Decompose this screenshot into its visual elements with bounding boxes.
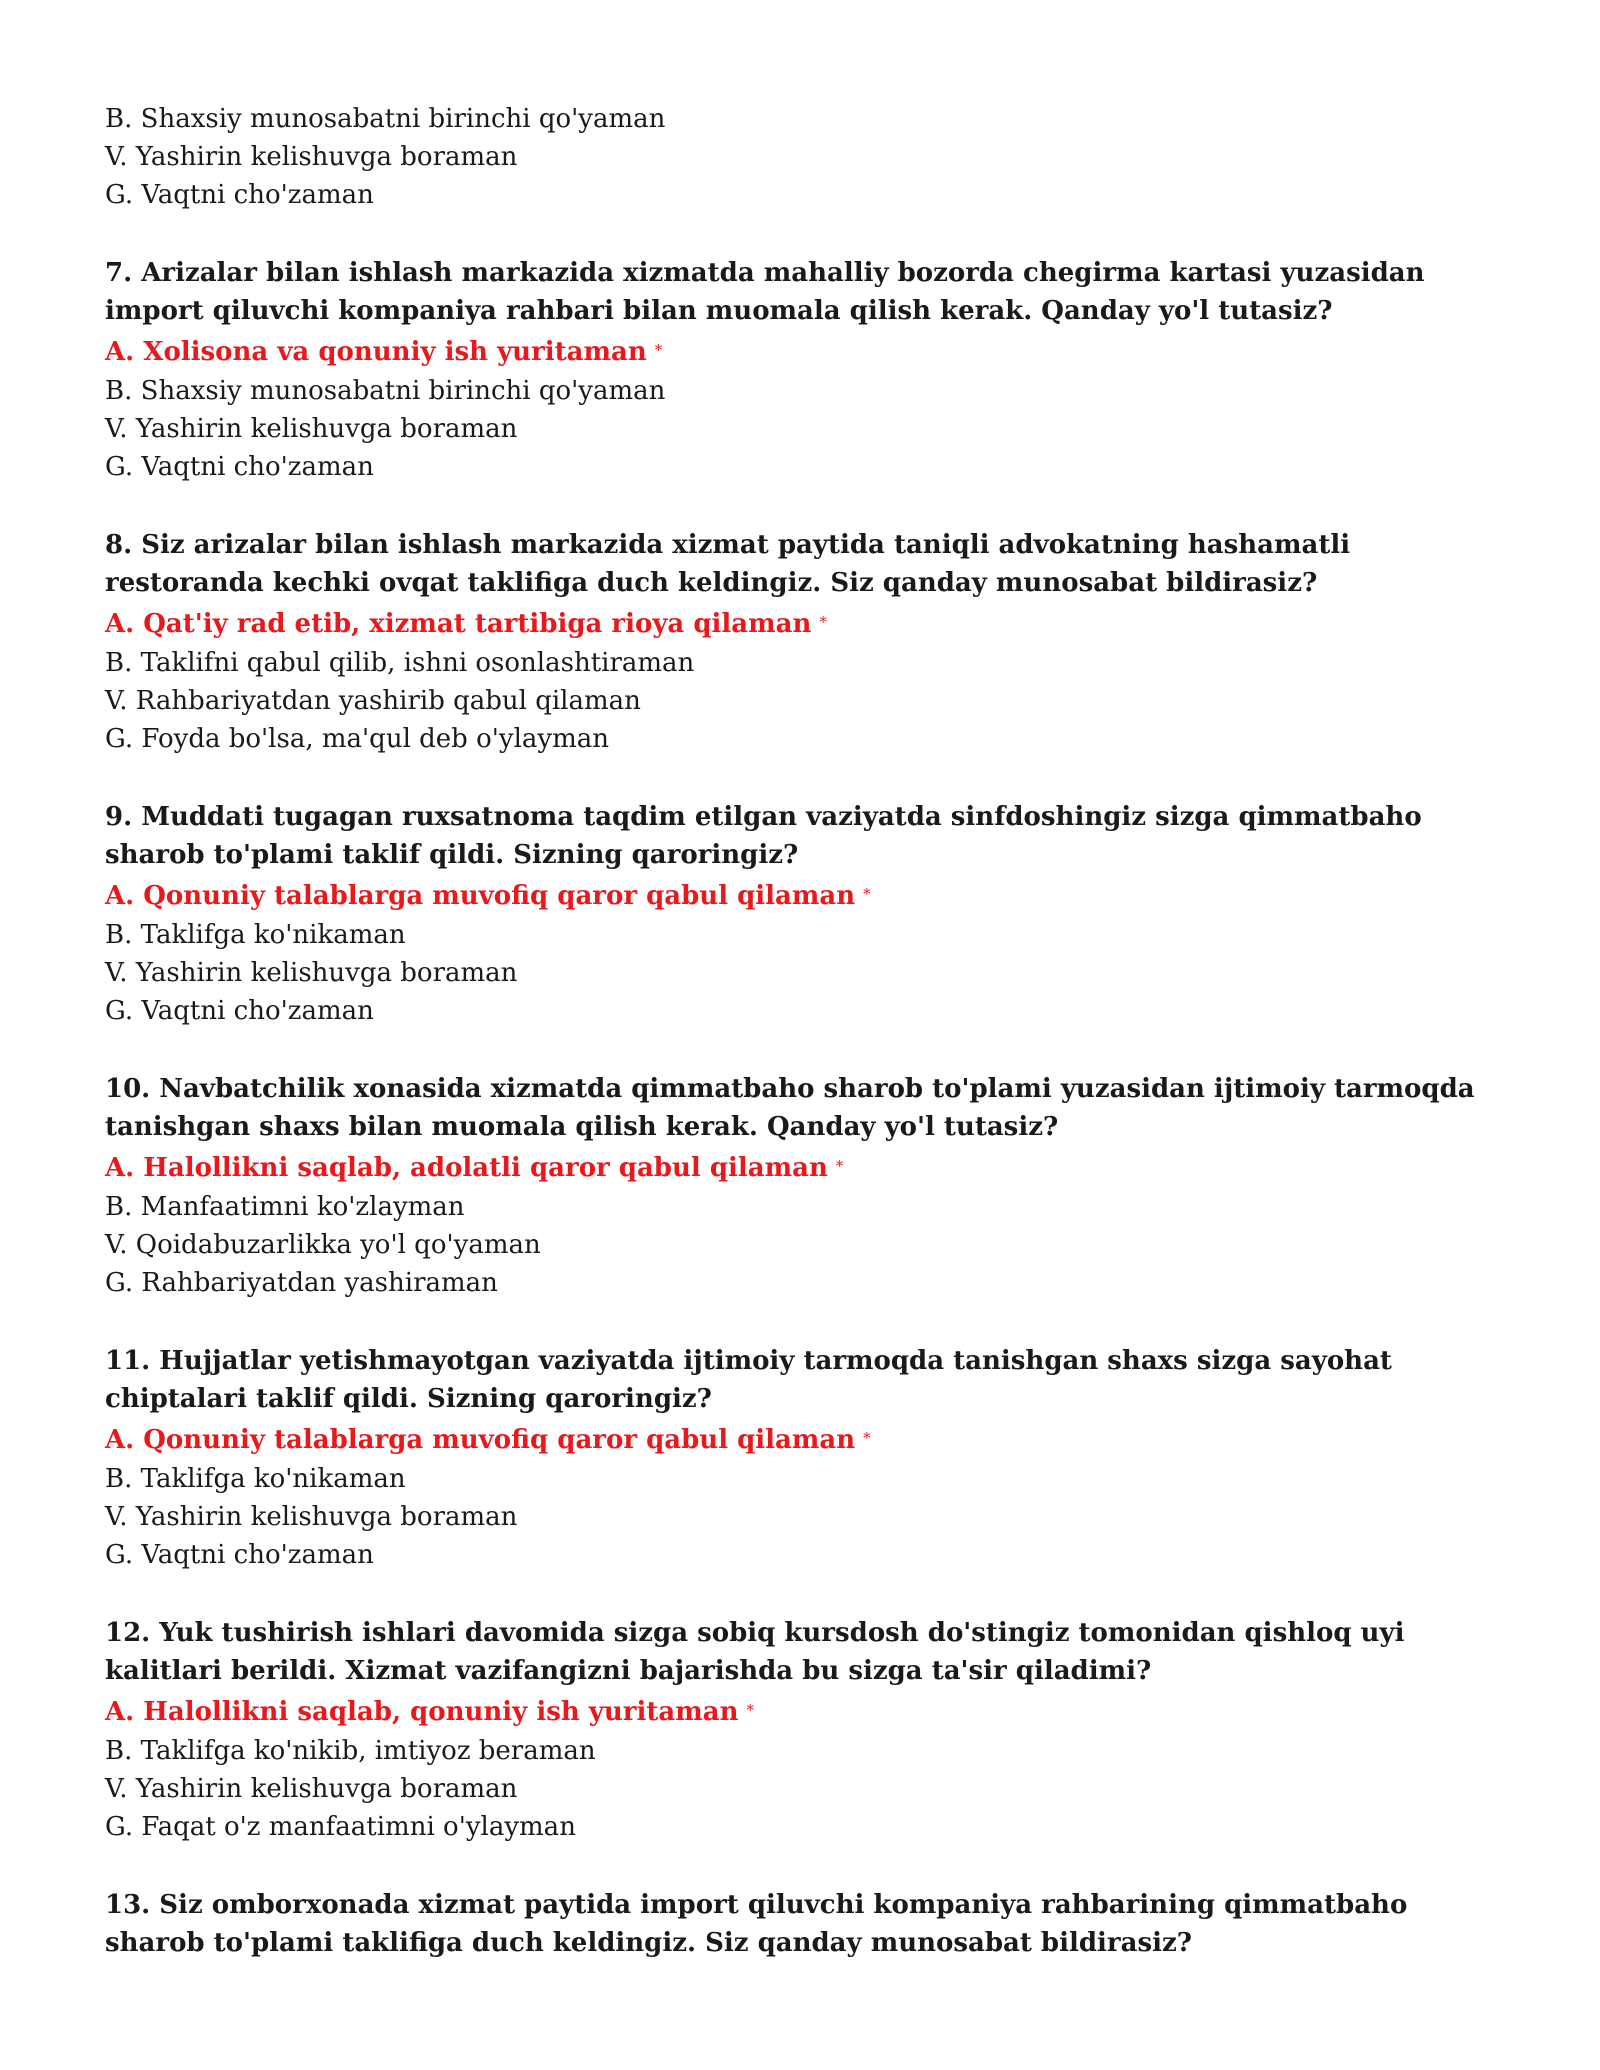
correct-answer (105, 1420, 1505, 1460)
answer-option: V. Yashirin kelishuvga boraman (105, 1502, 518, 1532)
question-block (105, 526, 1505, 758)
answer-option: G. Vaqtni cho'zaman (105, 452, 374, 482)
answer-option: B. Taklifni qabul qilib, ishni osonlashtiraman (105, 648, 695, 678)
correct-answer (105, 876, 1505, 916)
correct-answer-text: A. Qat'iy rad etib, xizmat tartibiga rioya qilaman (105, 609, 812, 639)
answer-option: V. Yashirin kelishuvga boraman (105, 414, 518, 444)
correct-marker: * (863, 1429, 871, 1447)
correct-answer (105, 1148, 1505, 1188)
correct-answer (105, 332, 1505, 372)
answer-option: B. Shaxsiy munosabatni birinchi qo'yaman (105, 104, 666, 134)
question-block (105, 798, 1505, 1030)
answer-option: B. Taklifga ko'nikib, imtiyoz beraman (105, 1736, 596, 1766)
question-block (105, 1070, 1505, 1302)
carryover-options (105, 100, 1505, 214)
answer-option: G. Rahbariyatdan yashiraman (105, 1268, 498, 1298)
answer-option: G. Vaqtni cho'zaman (105, 180, 374, 210)
answer-option: V. Qoidabuzarlikka yo'l qo'yaman (105, 1230, 541, 1260)
question-title: 11. Hujjatlar yetishmayotgan vaziyatda ijtimoiy tarmoqda tanishgan shaxs sizga sayohat chiptalari taklif qildi. Sizning qaroringiz? (105, 1346, 1392, 1414)
question-block (105, 1614, 1505, 1846)
answer-option: B. Taklifga ko'nikaman (105, 1464, 406, 1494)
correct-answer-text: A. Halollikni saqlab, qonuniy ish yuritaman (105, 1697, 739, 1727)
correct-marker: * (835, 1157, 844, 1175)
correct-answer-text: A. Qonuniy talablarga muvofiq qaror qabul qilaman (105, 881, 856, 911)
test-document (105, 100, 1505, 1964)
correct-answer (105, 1692, 1505, 1732)
correct-answer-text: A. Xolisona va qonuniy ish yuritaman (105, 337, 647, 367)
answer-option: B. Shaxsiy munosabatni birinchi qo'yaman (105, 376, 666, 406)
question-title: 9. Muddati tugagan ruxsatnoma taqdim etilgan vaziyatda sinfdoshingiz sizga qimmatbaho sharob to'plami taklif qildi. Sizning qaroringiz? (105, 802, 1422, 870)
question-title: 12. Yuk tushirish ishlari davomida sizga sobiq kursdosh do'stingiz tomonidan qishloq uyi kalitlari berildi. Xizmat vazifangizni bajarishda bu sizga ta'sir qiladimi? (105, 1618, 1405, 1686)
question-title: 7. Arizalar bilan ishlash markazida xizmatda mahalliy bozorda chegirma kartasi yuzasidan import qiluvchi kompaniya rahbari bilan muomala qilish kerak. Qanday yo'l tutasiz? (105, 258, 1425, 326)
answer-option: V. Yashirin kelishuvga boraman (105, 142, 518, 172)
answer-option: G. Faqat o'z manfaatimni o'ylayman (105, 1812, 576, 1842)
correct-marker: * (746, 1701, 754, 1719)
answer-option: B. Manfaatimni ko'zlayman (105, 1192, 465, 1222)
question-block (105, 254, 1505, 486)
question-title: 13. Siz omborxonada xizmat paytida import qiluvchi kompaniya rahbarining qimmatbaho sharob to'plami taklifiga duch keldingiz. Siz qanday munosabat bildirasiz? (105, 1890, 1408, 1958)
correct-answer-text: A. Halollikni saqlab, adolatli qaror qabul qilaman (105, 1153, 828, 1183)
correct-marker: * (654, 341, 663, 359)
answer-option: G. Foyda bo'lsa, ma'qul deb o'ylayman (105, 724, 609, 754)
answer-option: V. Yashirin kelishuvga boraman (105, 1774, 518, 1804)
answer-option: G. Vaqtni cho'zaman (105, 996, 374, 1026)
correct-marker: * (863, 885, 871, 903)
question-title: 8. Siz arizalar bilan ishlash markazida xizmat paytida taniqli advokatning hashamatli restoranda kechki ovqat taklifiga duch keldingiz. Siz qanday munosabat bildirasiz? (105, 530, 1351, 598)
question-title: 10. Navbatchilik xonasida xizmatda qimmatbaho sharob to'plami yuzasidan ijtimoiy tarmoqda tanishgan shaxs bilan muomala qilish kerak. Qanday yo'l tutasiz? (105, 1074, 1475, 1142)
correct-answer-text: A. Qonuniy talablarga muvofiq qaror qabul qilaman (105, 1425, 856, 1455)
question-block (105, 1342, 1505, 1574)
answer-option: B. Taklifga ko'nikaman (105, 920, 406, 950)
correct-marker: * (819, 613, 827, 631)
question-block (105, 1886, 1505, 1962)
answer-option: V. Rahbariyatdan yashirib qabul qilaman (105, 686, 641, 716)
answer-option: G. Vaqtni cho'zaman (105, 1540, 374, 1570)
correct-answer (105, 604, 1505, 644)
answer-option: V. Yashirin kelishuvga boraman (105, 958, 518, 988)
